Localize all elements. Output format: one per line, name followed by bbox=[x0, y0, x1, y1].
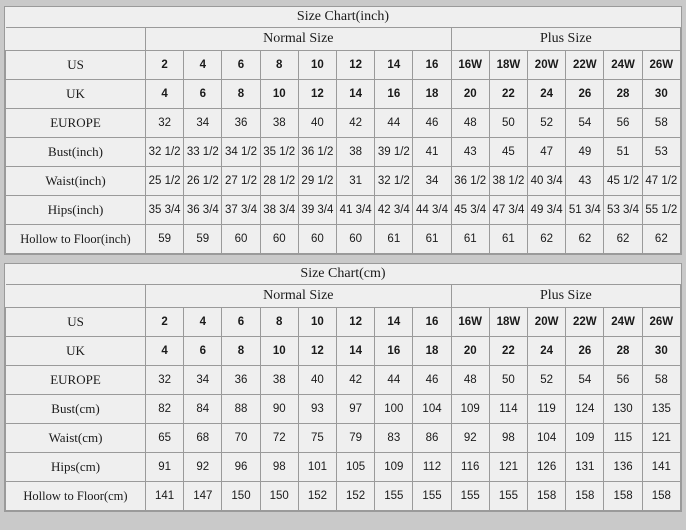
cell: 62 bbox=[528, 225, 566, 254]
cell: 158 bbox=[604, 482, 642, 511]
cell: 82 bbox=[146, 395, 184, 424]
size-chart-inch-table bbox=[5, 7, 681, 254]
cell: 28 1/2 bbox=[260, 167, 298, 196]
cell: 47 1/2 bbox=[642, 167, 680, 196]
cell: 51 3/4 bbox=[566, 196, 604, 225]
row-label-europe: EUROPE bbox=[6, 366, 146, 395]
cell: 116 bbox=[451, 453, 489, 482]
cell: 40 3/4 bbox=[528, 167, 566, 196]
cell: 50 bbox=[489, 366, 527, 395]
cell: 158 bbox=[566, 482, 604, 511]
cell: 60 bbox=[260, 225, 298, 254]
cell: 147 bbox=[184, 482, 222, 511]
cell: 18W bbox=[489, 308, 527, 337]
cell: 45 3/4 bbox=[451, 196, 489, 225]
cell: 12 bbox=[337, 308, 375, 337]
cell: 43 bbox=[566, 167, 604, 196]
table-row bbox=[6, 337, 681, 366]
cell: 49 bbox=[566, 138, 604, 167]
cell: 53 3/4 bbox=[604, 196, 642, 225]
cell: 150 bbox=[260, 482, 298, 511]
cell: 62 bbox=[604, 225, 642, 254]
cell: 39 1/2 bbox=[375, 138, 413, 167]
cell: 49 3/4 bbox=[528, 196, 566, 225]
cell: 83 bbox=[375, 424, 413, 453]
cell: 39 3/4 bbox=[298, 196, 336, 225]
table-group-row bbox=[6, 285, 681, 308]
cell: 47 3/4 bbox=[489, 196, 527, 225]
cell: 4 bbox=[184, 308, 222, 337]
cell: 38 1/2 bbox=[489, 167, 527, 196]
cell: 135 bbox=[642, 395, 680, 424]
group-header-normal-size: Normal Size bbox=[146, 28, 452, 51]
cell: 126 bbox=[528, 453, 566, 482]
table-row bbox=[6, 196, 681, 225]
cell: 90 bbox=[260, 395, 298, 424]
cell: 32 bbox=[146, 109, 184, 138]
cell: 56 bbox=[604, 109, 642, 138]
cell: 42 3/4 bbox=[375, 196, 413, 225]
table-row bbox=[6, 366, 681, 395]
chart-title: Size Chart(inch) bbox=[6, 7, 681, 28]
row-label-hips: Hips(inch) bbox=[6, 196, 146, 225]
row-label-us: US bbox=[6, 51, 146, 80]
cell: 109 bbox=[375, 453, 413, 482]
row-label-bust: Bust(inch) bbox=[6, 138, 146, 167]
cell: 115 bbox=[604, 424, 642, 453]
cell: 114 bbox=[489, 395, 527, 424]
cell: 60 bbox=[298, 225, 336, 254]
cell: 121 bbox=[489, 453, 527, 482]
cell: 41 3/4 bbox=[337, 196, 375, 225]
cell: 121 bbox=[642, 424, 680, 453]
cell: 150 bbox=[222, 482, 260, 511]
row-label-bust: Bust(cm) bbox=[6, 395, 146, 424]
cell: 40 bbox=[298, 109, 336, 138]
cell: 55 1/2 bbox=[642, 196, 680, 225]
cell: 6 bbox=[184, 337, 222, 366]
cell: 4 bbox=[146, 80, 184, 109]
cell: 20W bbox=[528, 51, 566, 80]
cell: 36 1/2 bbox=[451, 167, 489, 196]
cell: 96 bbox=[222, 453, 260, 482]
cell: 6 bbox=[184, 80, 222, 109]
chart-title: Size Chart(cm) bbox=[6, 264, 681, 285]
table-row bbox=[6, 51, 681, 80]
cell: 75 bbox=[298, 424, 336, 453]
cell: 86 bbox=[413, 424, 451, 453]
cell: 47 bbox=[528, 138, 566, 167]
cell: 70 bbox=[222, 424, 260, 453]
cell: 20W bbox=[528, 308, 566, 337]
table-row bbox=[6, 225, 681, 254]
cell: 18 bbox=[413, 337, 451, 366]
cell: 29 1/2 bbox=[298, 167, 336, 196]
cell: 12 bbox=[298, 337, 336, 366]
cell: 38 bbox=[260, 109, 298, 138]
cell: 155 bbox=[451, 482, 489, 511]
cell: 52 bbox=[528, 109, 566, 138]
cell: 41 bbox=[413, 138, 451, 167]
cell: 26 1/2 bbox=[184, 167, 222, 196]
cell: 59 bbox=[146, 225, 184, 254]
cell: 158 bbox=[528, 482, 566, 511]
cell: 109 bbox=[566, 424, 604, 453]
row-label-hips: Hips(cm) bbox=[6, 453, 146, 482]
cell: 43 bbox=[451, 138, 489, 167]
cell: 158 bbox=[642, 482, 680, 511]
cell: 37 3/4 bbox=[222, 196, 260, 225]
cell: 48 bbox=[451, 366, 489, 395]
cell: 61 bbox=[375, 225, 413, 254]
cell: 155 bbox=[413, 482, 451, 511]
cell: 109 bbox=[451, 395, 489, 424]
cell: 36 bbox=[222, 366, 260, 395]
cell: 68 bbox=[184, 424, 222, 453]
cell: 12 bbox=[298, 80, 336, 109]
cell: 22W bbox=[566, 51, 604, 80]
cell: 60 bbox=[337, 225, 375, 254]
cell: 58 bbox=[642, 109, 680, 138]
table-row bbox=[6, 453, 681, 482]
cell: 30 bbox=[642, 337, 680, 366]
cell: 20 bbox=[451, 337, 489, 366]
cell: 98 bbox=[260, 453, 298, 482]
cell: 84 bbox=[184, 395, 222, 424]
cell: 33 1/2 bbox=[184, 138, 222, 167]
cell: 2 bbox=[146, 51, 184, 80]
cell: 8 bbox=[260, 308, 298, 337]
cell: 10 bbox=[260, 80, 298, 109]
cell: 65 bbox=[146, 424, 184, 453]
cell: 14 bbox=[337, 80, 375, 109]
cell: 141 bbox=[642, 453, 680, 482]
cell: 6 bbox=[222, 308, 260, 337]
cell: 104 bbox=[528, 424, 566, 453]
cell: 36 1/2 bbox=[298, 138, 336, 167]
cell: 30 bbox=[642, 80, 680, 109]
cell: 26W bbox=[642, 51, 680, 80]
row-label-waist: Waist(inch) bbox=[6, 167, 146, 196]
cell: 92 bbox=[184, 453, 222, 482]
cell: 79 bbox=[337, 424, 375, 453]
cell: 38 bbox=[260, 366, 298, 395]
cell: 28 bbox=[604, 337, 642, 366]
group-header-plus-size: Plus Size bbox=[451, 28, 680, 51]
table-row bbox=[6, 167, 681, 196]
row-label-europe: EUROPE bbox=[6, 109, 146, 138]
cell: 42 bbox=[337, 366, 375, 395]
cell: 54 bbox=[566, 109, 604, 138]
cell: 59 bbox=[184, 225, 222, 254]
cell: 61 bbox=[451, 225, 489, 254]
cell: 36 bbox=[222, 109, 260, 138]
cell: 38 bbox=[337, 138, 375, 167]
cell: 50 bbox=[489, 109, 527, 138]
cell: 35 3/4 bbox=[146, 196, 184, 225]
cell: 34 bbox=[184, 109, 222, 138]
cell: 14 bbox=[375, 51, 413, 80]
cell: 46 bbox=[413, 109, 451, 138]
cell: 8 bbox=[260, 51, 298, 80]
cell: 32 bbox=[146, 366, 184, 395]
cell: 124 bbox=[566, 395, 604, 424]
cell: 16W bbox=[451, 51, 489, 80]
cell: 16 bbox=[375, 337, 413, 366]
row-label-uk: UK bbox=[6, 80, 146, 109]
size-chart-cm-table bbox=[5, 264, 681, 511]
cell: 88 bbox=[222, 395, 260, 424]
row-label-hollow-to-floor: Hollow to Floor(cm) bbox=[6, 482, 146, 511]
cell: 152 bbox=[298, 482, 336, 511]
cell: 34 bbox=[184, 366, 222, 395]
cell: 32 1/2 bbox=[146, 138, 184, 167]
cell: 26W bbox=[642, 308, 680, 337]
cell: 16 bbox=[413, 51, 451, 80]
cell: 8 bbox=[222, 80, 260, 109]
cell: 24 bbox=[528, 337, 566, 366]
cell: 155 bbox=[375, 482, 413, 511]
cell: 34 bbox=[413, 167, 451, 196]
row-label-hollow-to-floor: Hollow to Floor(inch) bbox=[6, 225, 146, 254]
group-header-plus-size: Plus Size bbox=[451, 285, 680, 308]
size-chart-cm-block bbox=[4, 263, 682, 512]
cell: 93 bbox=[298, 395, 336, 424]
cell: 42 bbox=[337, 109, 375, 138]
cell: 24W bbox=[604, 308, 642, 337]
cell: 58 bbox=[642, 366, 680, 395]
row-label-us: US bbox=[6, 308, 146, 337]
cell: 62 bbox=[566, 225, 604, 254]
row-label-uk: UK bbox=[6, 337, 146, 366]
cell: 36 3/4 bbox=[184, 196, 222, 225]
cell: 6 bbox=[222, 51, 260, 80]
cell: 24W bbox=[604, 51, 642, 80]
row-label-waist: Waist(cm) bbox=[6, 424, 146, 453]
group-header-normal-size: Normal Size bbox=[146, 285, 452, 308]
cell: 4 bbox=[146, 337, 184, 366]
cell: 22 bbox=[489, 337, 527, 366]
table-row bbox=[6, 482, 681, 511]
table-row bbox=[6, 138, 681, 167]
cell: 46 bbox=[413, 366, 451, 395]
cell: 54 bbox=[566, 366, 604, 395]
cell: 48 bbox=[451, 109, 489, 138]
table-title-row bbox=[6, 264, 681, 285]
cell: 24 bbox=[528, 80, 566, 109]
cell: 62 bbox=[642, 225, 680, 254]
cell: 2 bbox=[146, 308, 184, 337]
cell: 45 1/2 bbox=[604, 167, 642, 196]
cell: 34 1/2 bbox=[222, 138, 260, 167]
cell: 18W bbox=[489, 51, 527, 80]
cell: 105 bbox=[337, 453, 375, 482]
cell: 72 bbox=[260, 424, 298, 453]
cell: 44 bbox=[375, 109, 413, 138]
cell: 31 bbox=[337, 167, 375, 196]
cell: 100 bbox=[375, 395, 413, 424]
cell: 91 bbox=[146, 453, 184, 482]
corner-blank-cell bbox=[6, 28, 146, 51]
cell: 136 bbox=[604, 453, 642, 482]
cell: 26 bbox=[566, 80, 604, 109]
cell: 16 bbox=[375, 80, 413, 109]
cell: 98 bbox=[489, 424, 527, 453]
cell: 10 bbox=[260, 337, 298, 366]
cell: 51 bbox=[604, 138, 642, 167]
cell: 44 3/4 bbox=[413, 196, 451, 225]
cell: 22 bbox=[489, 80, 527, 109]
cell: 25 1/2 bbox=[146, 167, 184, 196]
cell: 131 bbox=[566, 453, 604, 482]
cell: 4 bbox=[184, 51, 222, 80]
cell: 38 3/4 bbox=[260, 196, 298, 225]
cell: 16 bbox=[413, 308, 451, 337]
cell: 60 bbox=[222, 225, 260, 254]
table-row bbox=[6, 424, 681, 453]
cell: 61 bbox=[489, 225, 527, 254]
cell: 20 bbox=[451, 80, 489, 109]
cell: 8 bbox=[222, 337, 260, 366]
size-chart-inch-block bbox=[4, 6, 682, 255]
cell: 27 1/2 bbox=[222, 167, 260, 196]
cell: 14 bbox=[337, 337, 375, 366]
cell: 28 bbox=[604, 80, 642, 109]
cell: 10 bbox=[298, 51, 336, 80]
cell: 155 bbox=[489, 482, 527, 511]
cell: 61 bbox=[413, 225, 451, 254]
table-row bbox=[6, 308, 681, 337]
cell: 141 bbox=[146, 482, 184, 511]
table-group-row bbox=[6, 28, 681, 51]
cell: 152 bbox=[337, 482, 375, 511]
cell: 16W bbox=[451, 308, 489, 337]
cell: 101 bbox=[298, 453, 336, 482]
cell: 12 bbox=[337, 51, 375, 80]
cell: 14 bbox=[375, 308, 413, 337]
cell: 56 bbox=[604, 366, 642, 395]
table-row bbox=[6, 395, 681, 424]
cell: 35 1/2 bbox=[260, 138, 298, 167]
cell: 18 bbox=[413, 80, 451, 109]
cell: 44 bbox=[375, 366, 413, 395]
cell: 119 bbox=[528, 395, 566, 424]
cell: 112 bbox=[413, 453, 451, 482]
table-row bbox=[6, 109, 681, 138]
cell: 92 bbox=[451, 424, 489, 453]
table-row bbox=[6, 80, 681, 109]
cell: 53 bbox=[642, 138, 680, 167]
cell: 32 1/2 bbox=[375, 167, 413, 196]
cell: 22W bbox=[566, 308, 604, 337]
cell: 26 bbox=[566, 337, 604, 366]
table-title-row bbox=[6, 7, 681, 28]
cell: 52 bbox=[528, 366, 566, 395]
cell: 130 bbox=[604, 395, 642, 424]
cell: 45 bbox=[489, 138, 527, 167]
cell: 40 bbox=[298, 366, 336, 395]
corner-blank-cell bbox=[6, 285, 146, 308]
cell: 97 bbox=[337, 395, 375, 424]
cell: 104 bbox=[413, 395, 451, 424]
cell: 10 bbox=[298, 308, 336, 337]
